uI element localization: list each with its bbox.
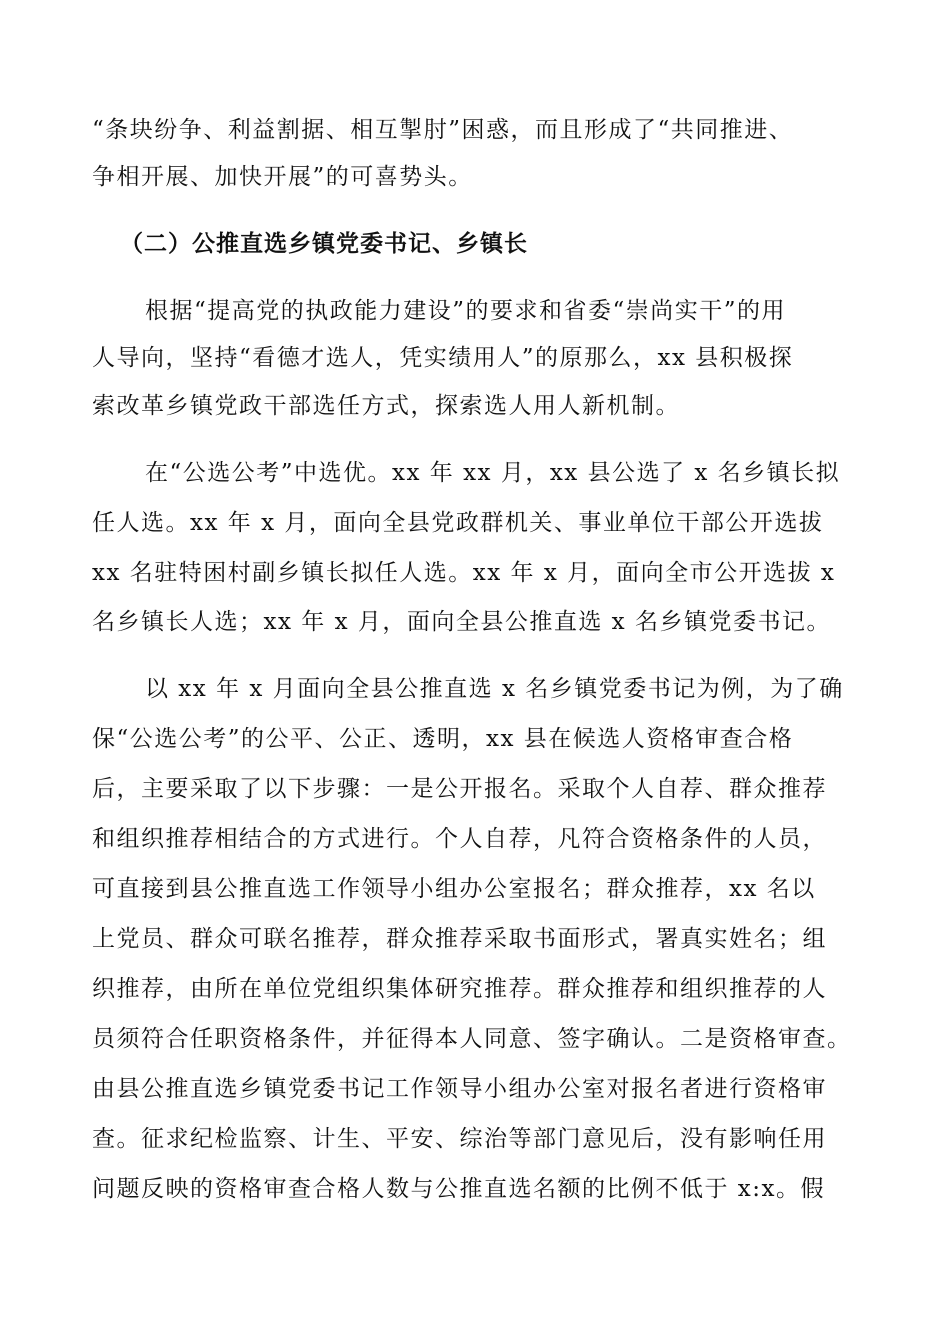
paragraph-line: 索改革乡镇党政干部选任方式，探索选人用人新机制。 (92, 393, 680, 419)
paragraph-line: 由县公推直选乡镇党委书记工作领导小组办公室对报名者进行资格审 (92, 1076, 827, 1102)
paragraph-line: 保“公选公考”的公平、公正、透明，xx 县在候选人资格审查合格 (92, 726, 794, 752)
paragraph-line: 员须符合任职资格条件，并征得本人同意、签字确认。二是资格审查。 (92, 1026, 852, 1052)
paragraph-line: 查。征求纪检监察、计生、平安、综治等部门意见后，没有影响任用 (92, 1126, 827, 1152)
paragraph-line: 争相开展、加快开展”的可喜势头。 (92, 164, 473, 190)
paragraph-line: xx 名驻特困村副乡镇长拟任人选。xx 年 x 月，面向全市公开选拔 x (92, 560, 836, 586)
paragraph-line: 名乡镇长人选；xx 年 x 月，面向全县公推直选 x 名乡镇党委书记。 (92, 609, 831, 635)
paragraph-line: 后，主要采取了以下步骤：一是公开报名。采取个人自荐、群众推荐 (92, 776, 827, 802)
paragraph-line: 可直接到县公推直选工作领导小组办公室报名；群众推荐，xx 名以 (92, 876, 816, 902)
paragraph-line: 任人选。xx 年 x 月，面向全县党政群机关、事业单位干部公开选拔 (92, 510, 824, 536)
paragraph-line: 人导向，坚持“看德才选人，凭实绩用人”的原那么，xx 县积极探 (92, 345, 794, 371)
section-heading: （二）公推直选乡镇党委书记、乡镇长 (120, 231, 528, 257)
paragraph-line: 以 xx 年 x 月面向全县公推直选 x 名乡镇党委书记为例，为了确 (145, 676, 844, 702)
paragraph-line: 问题反映的资格审查合格人数与公推直选名额的比例不低于 x:x。假 (92, 1176, 826, 1202)
paragraph-line: 织推荐，由所在单位党组织集体研究推荐。群众推荐和组织推荐的人 (92, 976, 827, 1002)
paragraph-line: “条块纷争、利益割据、相互掣肘”困惑，而且形成了“共同推进、 (92, 117, 794, 143)
paragraph-line: 在“公选公考”中选优。xx 年 xx 月，xx 县公选了 x 名乡镇长拟 (145, 460, 841, 486)
paragraph-line: 上党员、群众可联名推荐，群众推荐采取书面形式，署真实姓名；组 (92, 926, 827, 952)
paragraph-line: 根据“提高党的执政能力建设”的要求和省委“崇尚实干”的用 (145, 298, 787, 324)
paragraph-line: 和组织推荐相结合的方式进行。个人自荐，凡符合资格条件的人员， (92, 826, 827, 852)
